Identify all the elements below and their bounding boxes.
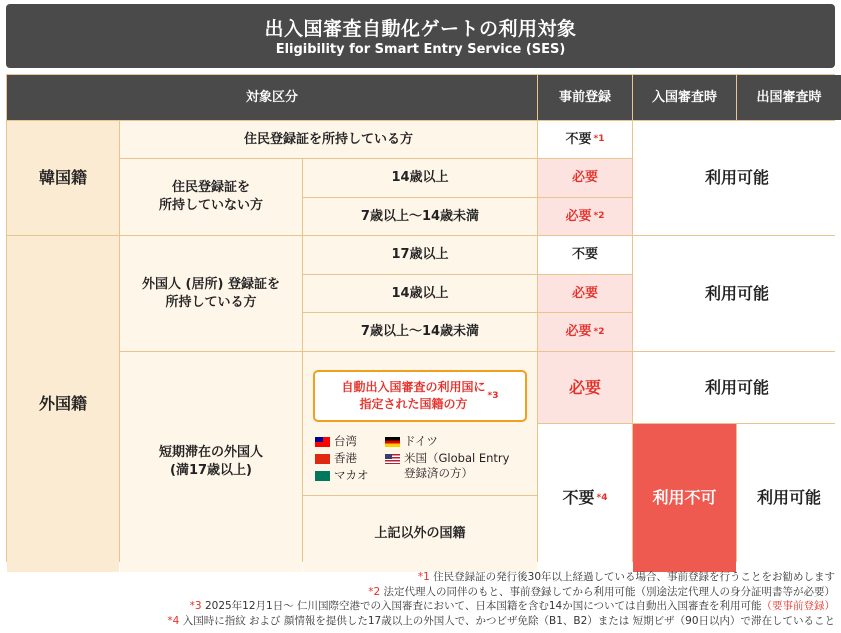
- macau-flag-icon: [315, 471, 330, 481]
- note-mark: *2: [593, 211, 605, 222]
- title-banner: [6, 4, 835, 68]
- footnote-3: *3 2025年12月1日～ 仁川国際空港での入国審査において、日本国籍を含む14か国については自動出入国審査を利用可能（要事前登録）: [189, 600, 835, 612]
- designated-text: 自動出入国審査の利用国に 指定された国籍の方: [341, 380, 486, 411]
- korean-age-7-14-reg: [538, 198, 632, 235]
- header-entry: 入国審査時: [633, 75, 736, 120]
- other-nationalities: 上記以外の国籍: [303, 496, 537, 572]
- eligibility-table: [6, 74, 835, 562]
- reg-value: 必要: [565, 324, 592, 340]
- korean-with-card: 住民登録証を所持している方: [120, 121, 537, 158]
- foreign-age-14: 14歳以上: [303, 275, 537, 312]
- korean-age-7-14: 7歳以上～14歳未満: [303, 198, 537, 235]
- note-mark: *1: [593, 134, 605, 145]
- country-usa: 米国（Global Entry 登録済の方）: [385, 451, 525, 483]
- korean-label: 韓国籍: [7, 121, 119, 235]
- other-entry-unavailable: 利用不可: [633, 424, 736, 572]
- note-mark: *4: [596, 492, 608, 503]
- foreign-age-7-14-reg: [538, 313, 632, 351]
- footnote-2: *2 法定代理人の同伴のもと、事前登録してから利用可能（別途法定代理人の身分証明書等が必要）: [368, 585, 835, 598]
- foreign-age-7-14: 7歳以上～14歳未満: [303, 313, 537, 351]
- designated-countries-box: [313, 370, 527, 422]
- korean-usage: 利用可能: [633, 121, 841, 235]
- country-flag-list: [315, 434, 530, 483]
- korean-age-14: 14歳以上: [303, 159, 537, 197]
- hongkong-flag-icon: [315, 454, 330, 464]
- country-macau: マカオ: [315, 468, 385, 483]
- usa-flag-icon: [385, 454, 400, 464]
- country-germany: ドイツ: [385, 434, 525, 449]
- germany-flag-icon: [385, 437, 400, 447]
- reg-value: 必要: [565, 208, 592, 224]
- designated-usage: 利用可能: [633, 352, 841, 423]
- korean-age-14-reg: 必要: [538, 159, 632, 197]
- page-subtitle: Eligibility for Smart Entry Service (SES): [275, 42, 566, 57]
- country-hongkong: 香港: [315, 451, 385, 466]
- foreign-age-17: 17歳以上: [303, 236, 537, 274]
- taiwan-flag-icon: [315, 437, 330, 447]
- other-reg: [538, 424, 632, 572]
- other-departure: 利用可能: [737, 424, 841, 572]
- foreign-age-17-reg: 不要: [538, 236, 632, 274]
- designated-reg: 必要: [538, 352, 632, 423]
- page-title: 出入国審査自動化ゲートの利用対象: [264, 18, 577, 40]
- foreign-registered-usage: 利用可能: [633, 236, 841, 351]
- designated-countries-cell: [303, 352, 537, 495]
- header-preregistration: 事前登録: [538, 75, 632, 120]
- note-mark: *2: [593, 326, 605, 337]
- foreign-age-14-reg: 必要: [538, 275, 632, 312]
- footnote-1: *1 住民登録証の発行後30年以上経過している場合、事前登録を行うことをお勧めします: [417, 571, 835, 583]
- header-departure: 出国審査時: [737, 75, 841, 120]
- country-taiwan: 台湾: [315, 434, 385, 449]
- foreign-short-stay: 短期滞在の外国人 (満17歳以上): [120, 352, 302, 572]
- reg-value: 不要: [562, 488, 595, 508]
- header-category: 対象区分: [7, 75, 537, 120]
- footnote-4: *4 入国時に指紋 および 顔情報を提供した17歳以上の外国人で、かつビザ免除（B1、B2）または 短期ビザ（90日以内）で滞在していること: [167, 614, 835, 627]
- foreign-label: 外国籍: [7, 236, 119, 572]
- foreign-registered: 外国人 (居所) 登録証を 所持している方: [120, 236, 302, 351]
- reg-value: 不要: [565, 131, 592, 147]
- korean-with-card-reg: [538, 121, 632, 158]
- footnotes: [6, 570, 835, 628]
- korean-without-card: 住民登録証を 所持していない方: [120, 159, 302, 235]
- note-mark: *3: [487, 390, 499, 401]
